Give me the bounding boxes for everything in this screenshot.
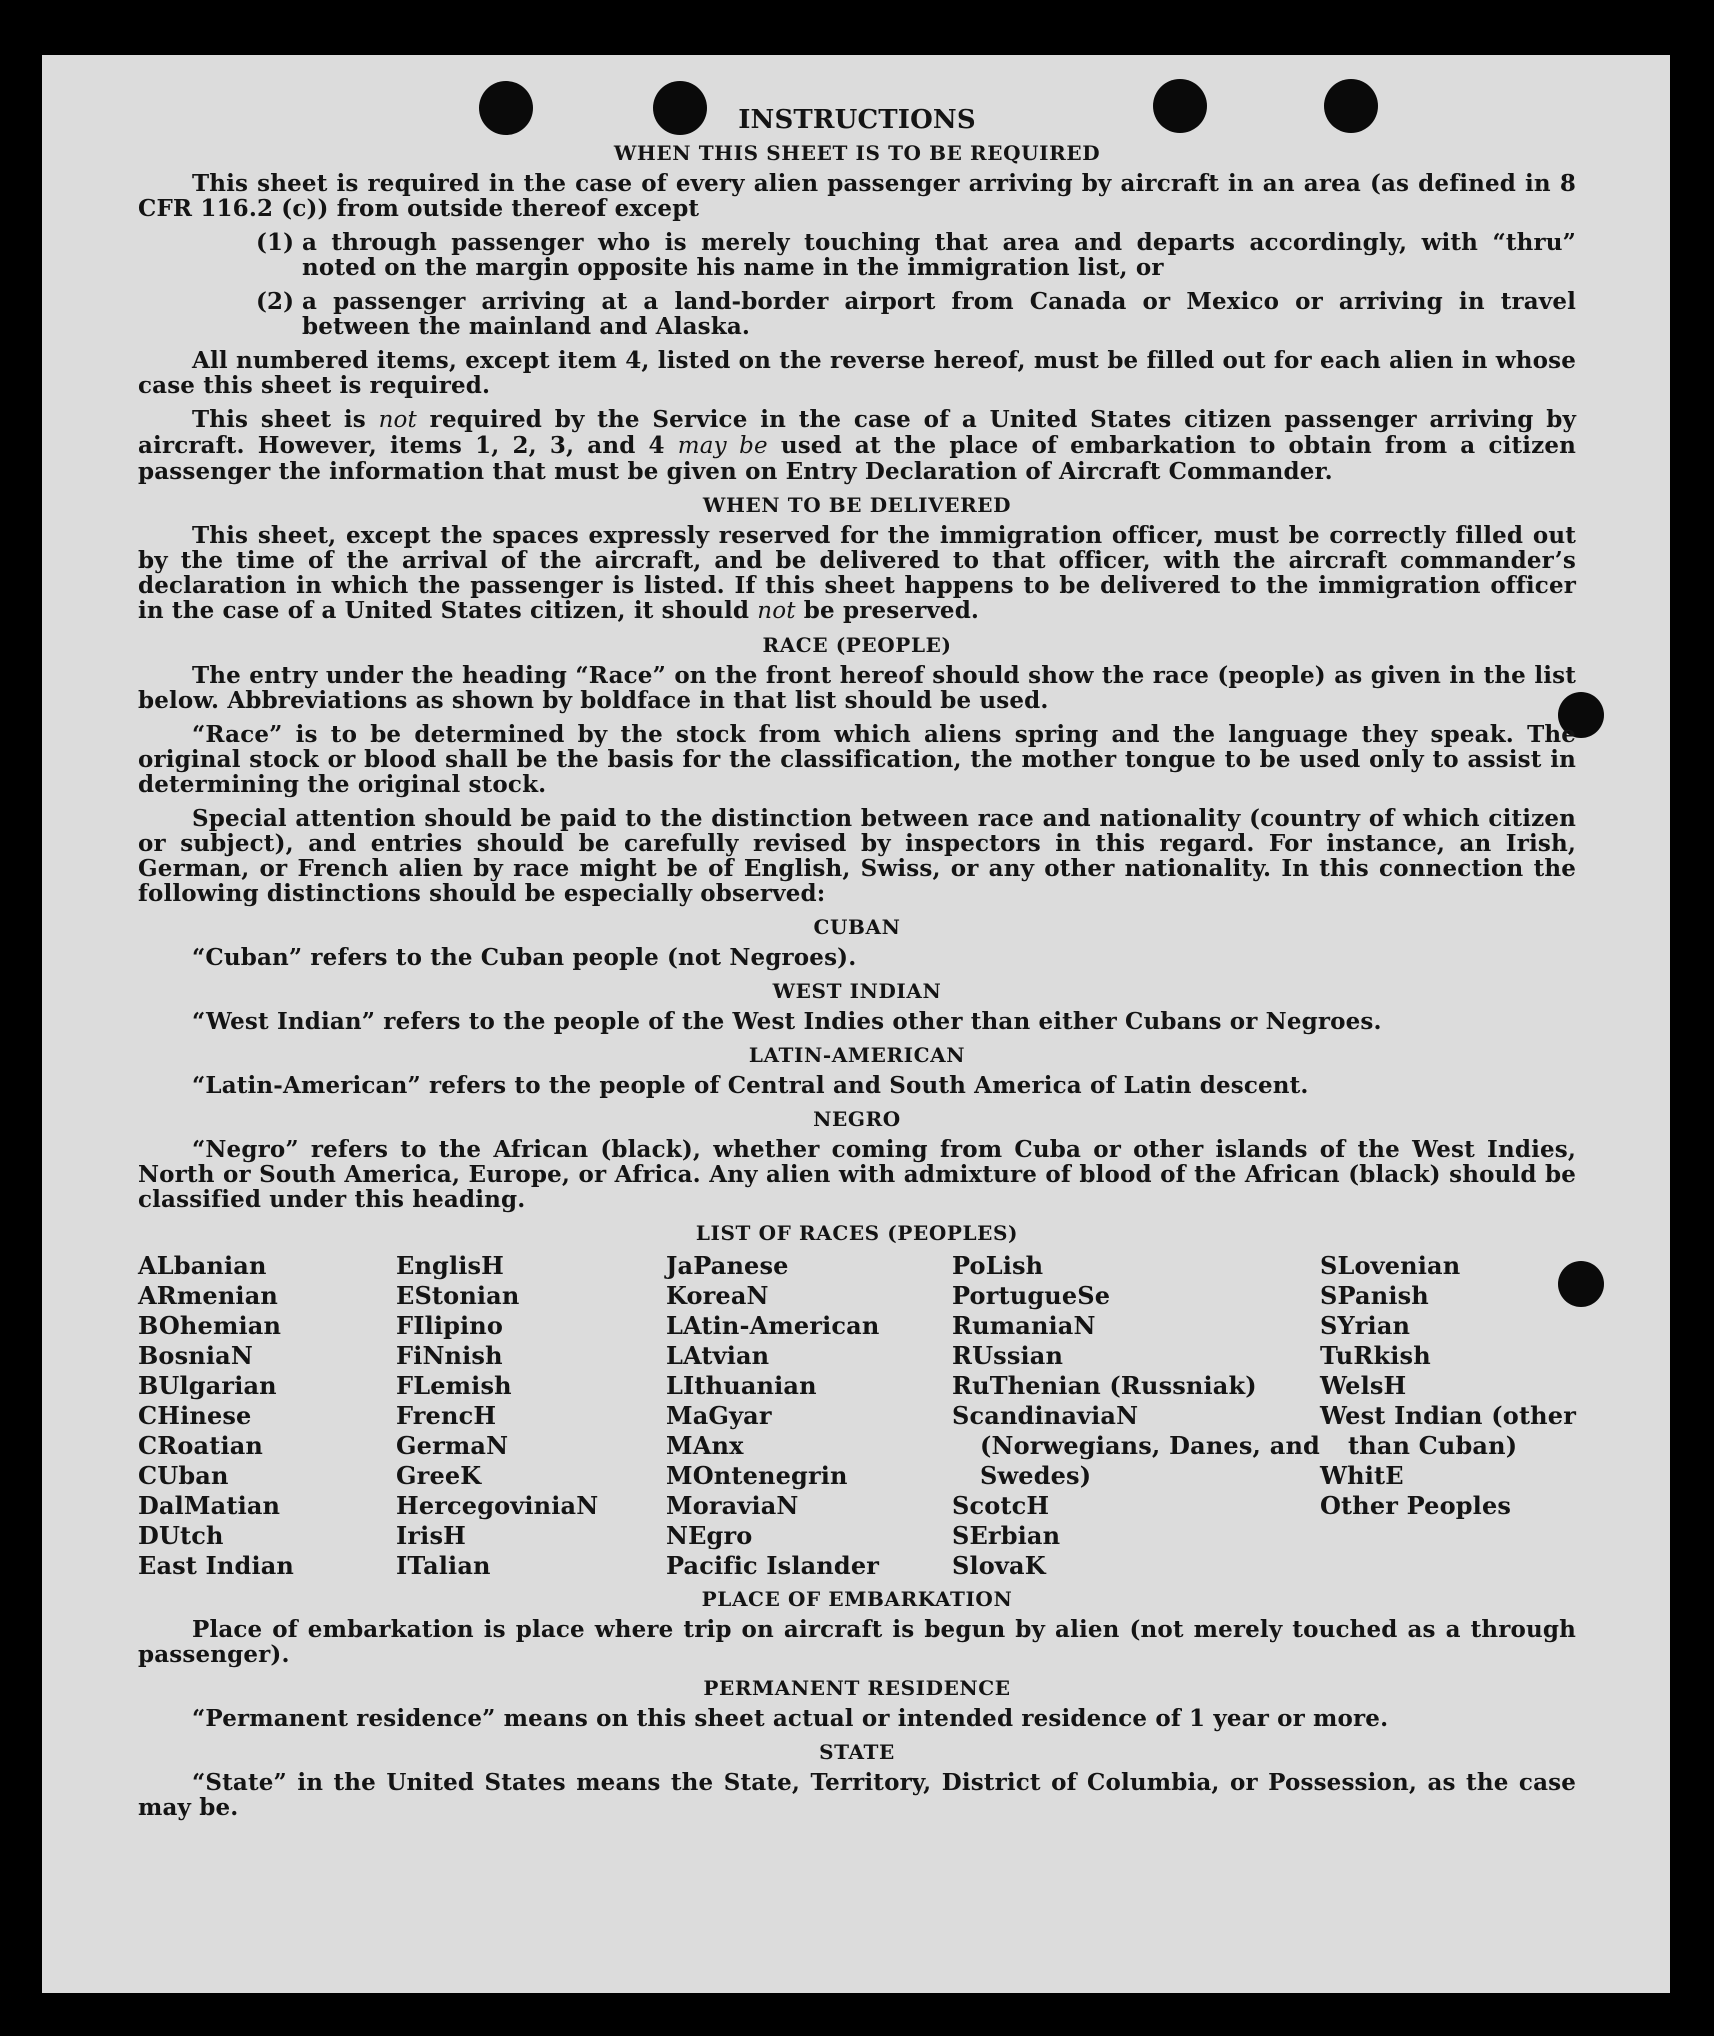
- section-heading: LIST OF RACES (PEOPLES): [695, 1221, 1019, 1245]
- item-text: a through passenger who is merely touching that area and departs accordingly, with “thru” noted on the margin opposite his name in the immigration list, or: [302, 229, 1576, 281]
- italic-text: may be: [677, 433, 768, 459]
- race-list-item: CUban: [138, 1461, 229, 1490]
- text-run: This sheet is: [192, 406, 379, 433]
- race-list-item: MOntenegrin: [666, 1461, 848, 1490]
- race-list-item: ITalian: [396, 1551, 491, 1580]
- paragraph: Special attention should be paid to the distinction between race and nationality (country of which citizen or subject), and entries should be carefully revised by inspectors in this regard. For instance, an Irish, German, or French alien by race might be of English, Swiss, or any other nationality. In this connection the following distinctions should be especially observed:: [138, 805, 1576, 907]
- paragraph: The entry under the heading “Race” on the front hereof should show the race (people) as given in the list below. Abbreviations as shown by boldface in that list should be used.: [138, 662, 1576, 714]
- section-heading: PERMANENT RESIDENCE: [703, 1676, 1011, 1700]
- section-heading: CUBAN: [813, 915, 901, 939]
- race-column: [396, 1251, 666, 1581]
- list-item: [138, 230, 1576, 280]
- section-heading: RACE (PEOPLE): [762, 633, 952, 657]
- race-list-item: SLovenian: [1320, 1251, 1461, 1280]
- list-item: [138, 289, 1576, 339]
- paragraph: “Cuban” refers to the Cuban people (not Negroes).: [192, 944, 857, 971]
- race-list-item: MaGyar: [666, 1401, 772, 1430]
- paragraph: This sheet is required in the case of every alien passenger arriving by aircraft in an area (as defined in 8 CFR 116.2 (c)) from outside thereof except: [138, 170, 1576, 222]
- race-list-item: NEgro: [666, 1521, 753, 1550]
- race-list-item: RuThenian (Russniak): [952, 1371, 1257, 1400]
- race-list: [138, 1251, 1576, 1581]
- race-list-item: MoraviaN: [666, 1491, 799, 1520]
- race-list-item: CRoatian: [138, 1431, 264, 1460]
- race-list-item: Other Peoples: [1320, 1491, 1512, 1520]
- race-list-item: IrisH: [396, 1521, 466, 1550]
- paragraph: “Permanent residence” means on this sheet actual or intended residence of 1 year or more.: [192, 1705, 1389, 1732]
- race-list-item: SYrian: [1320, 1311, 1411, 1340]
- text-run: This sheet, except the spaces expressly reserved for the immigration officer, must be correctly filled out by the time of the arrival of the aircraft, and be delivered to that officer, with the aircraft commander’s declaration in which the passenger is listed. If this sheet happens to be delivered to the immigration officer in the case of a United States citizen, it should: [138, 522, 1576, 624]
- race-list-item: HercegoviniaN: [396, 1491, 599, 1520]
- race-list-item: GermaN: [396, 1431, 509, 1460]
- race-list-item: EnglisH: [396, 1251, 504, 1280]
- item-text: a passenger arriving at a land-border airport from Canada or Mexico or arriving in travel between the mainland and Alaska.: [302, 288, 1576, 340]
- race-list-item: FrencH: [396, 1401, 497, 1430]
- item-number: (1): [256, 229, 295, 256]
- paragraph: “State” in the United States means the State, Territory, District of Columbia, or Possession, as the case may be.: [138, 1769, 1576, 1821]
- page-title: INSTRUCTIONS: [738, 105, 976, 135]
- race-list-item: FLemish: [396, 1371, 512, 1400]
- paragraph: “Negro” refers to the African (black), whether coming from Cuba or other islands of the West Indies, North or South America, Europe, or Africa. Any alien with admixture of blood of the African (black) should be classified under this heading.: [138, 1136, 1576, 1213]
- race-list-item: FiNnish: [396, 1341, 503, 1370]
- race-list-item: ALbanian: [138, 1251, 267, 1280]
- race-list-item: BUlgarian: [138, 1371, 277, 1400]
- race-column: [666, 1251, 952, 1581]
- race-list-item: West Indian (other than Cuban): [1320, 1401, 1576, 1460]
- race-list-item: LAtin-American: [666, 1311, 880, 1340]
- race-list-item: GreeK: [396, 1461, 482, 1490]
- paragraph: “Latin-American” refers to the people of Central and South America of Latin descent.: [192, 1072, 1309, 1099]
- section-heading: STATE: [819, 1740, 895, 1764]
- race-list-item: WelsH: [1320, 1371, 1407, 1400]
- race-list-item: JaPanese: [666, 1251, 789, 1280]
- text-run: be preserved.: [795, 597, 980, 624]
- section-heading: NEGRO: [813, 1107, 901, 1131]
- race-list-item: SPanish: [1320, 1281, 1429, 1310]
- paragraph: All numbered items, except item 4, listed on the reverse hereof, must be filled out for each alien in whose case this sheet is required.: [138, 347, 1576, 399]
- race-list-item: PortugueSe: [952, 1281, 1111, 1310]
- paragraph: Place of embarkation is place where trip on aircraft is begun by alien (not merely touched as a through passenger).: [138, 1616, 1576, 1668]
- race-list-item: East Indian: [138, 1551, 295, 1580]
- race-list-item: Pacific Islander: [666, 1551, 880, 1580]
- race-list-item: FIlipino: [396, 1311, 504, 1340]
- section-heading: PLACE OF EMBARKATION: [701, 1587, 1013, 1611]
- race-column: [952, 1251, 1320, 1581]
- race-list-item: BosniaN: [138, 1341, 253, 1370]
- race-list-item: WhitE: [1320, 1461, 1404, 1490]
- text-run: required by the Service in the case of a United States citizen passenger arriving by aircraft. However, items 1, 2, 3, and 4: [138, 406, 1576, 459]
- race-list-item: PoLish: [952, 1251, 1044, 1280]
- race-list-item: ScotcH: [952, 1491, 1050, 1520]
- race-list-item: SErbian: [952, 1521, 1061, 1550]
- race-list-item: RumaniaN: [952, 1311, 1096, 1340]
- race-column: [1320, 1251, 1576, 1581]
- race-list-item: LAtvian: [666, 1341, 770, 1370]
- race-list-item: RUssian: [952, 1341, 1064, 1370]
- race-list-item: BOhemian: [138, 1311, 282, 1340]
- race-list-item: SlovaK: [952, 1551, 1046, 1580]
- race-list-item: LIthuanian: [666, 1371, 817, 1400]
- race-column: [138, 1251, 396, 1581]
- section-heading: WHEN TO BE DELIVERED: [702, 493, 1012, 517]
- paragraph: [138, 523, 1576, 624]
- race-list-item: EStonian: [396, 1281, 520, 1310]
- paragraph: “West Indian” refers to the people of the West Indies other than either Cubans or Negroes.: [192, 1008, 1382, 1035]
- race-list-item: KoreaN: [666, 1281, 769, 1310]
- race-list-item: ARmenian: [138, 1281, 278, 1310]
- section-heading: LATIN-AMERICAN: [748, 1043, 966, 1067]
- item-number: (2): [256, 288, 295, 315]
- document-sheet: [42, 55, 1670, 1993]
- race-list-item: ScandinaviaN (Norwegians, Danes, and Swedes): [952, 1401, 1320, 1490]
- section-heading: WEST INDIAN: [772, 979, 942, 1003]
- italic-text: not: [378, 407, 417, 433]
- paragraph: [138, 407, 1576, 484]
- race-list-item: TuRkish: [1320, 1341, 1431, 1370]
- race-list-item: CHinese: [138, 1401, 252, 1430]
- paragraph: “Race” is to be determined by the stock from which aliens spring and the language they speak. The original stock or blood shall be the basis for the classification, the mother tongue to be used only to assist in determining the original stock.: [138, 721, 1576, 798]
- section-heading: WHEN THIS SHEET IS TO BE REQUIRED: [613, 141, 1101, 165]
- race-list-item: MAnx: [666, 1431, 744, 1460]
- text-run: used at the place of embarkation to obtain from a citizen passenger the information that must be given on Entry Declaration of Aircraft Commander.: [138, 432, 1577, 485]
- race-list-item: DalMatian: [138, 1491, 281, 1520]
- instructions-content: [138, 105, 1576, 1829]
- race-list-item: DUtch: [138, 1521, 224, 1550]
- italic-text: not: [757, 598, 796, 624]
